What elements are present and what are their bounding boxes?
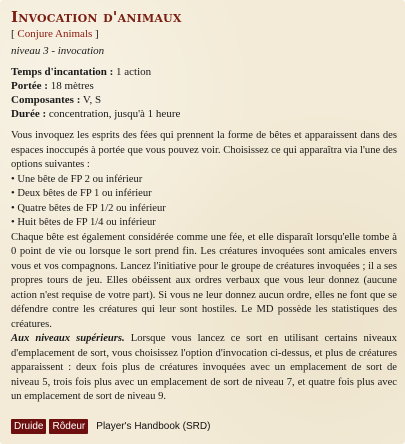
description-intro: Vous invoquez les esprits des fées qui prennent la forme de bêtes et apparaissent dans des espaces inoccupés à portée que vous pouvez voir. Choisissez ce qui apparaîtra via l'une des options suivantes : <box>11 130 397 170</box>
list-item: • Quatre bêtes de FP 1/2 ou inférieur <box>11 202 397 217</box>
stat-value: 1 action <box>113 66 152 78</box>
stat-label: Composantes : <box>11 94 81 106</box>
spell-description <box>11 129 397 405</box>
stat-value: concentration, jusqu'à 1 heure <box>46 108 181 120</box>
original-name-close-bracket: ] <box>92 28 99 40</box>
summon-options-list <box>11 173 397 231</box>
spell-level-school: niveau 3 - invocation <box>11 45 105 57</box>
stat-label: Portée : <box>11 80 48 92</box>
stat-range <box>11 79 397 93</box>
higher-levels-text: Lorsque vous lancez ce sort en utilisant certains niveaux d'emplacement de sort, vous choisissez l'option d'invocation ci-dessus, et plus de créatures apparaissent : deux fois plus de créatures invoquées avec un emplacement de sort de niveau 5, trois fois plus avec un emplacement de sort de niveau 7, et quatre fois plus avec un emplacement de sort de niveau 9. <box>11 333 397 402</box>
stat-label: Temps d'incantation : <box>11 66 114 78</box>
source-book: Player's Handbook (SRD) <box>96 421 211 432</box>
stat-label: Durée : <box>11 108 47 120</box>
higher-levels-paragraph <box>11 332 397 405</box>
class-tags <box>11 419 210 434</box>
stat-components <box>11 93 397 107</box>
stat-value: 18 mètres <box>47 80 94 92</box>
higher-levels-label: Aux niveaux supérieurs. <box>11 333 125 344</box>
list-item: • Huit bêtes de FP 1/4 ou inférieur <box>11 216 397 231</box>
list-item: • Une bête de FP 2 ou inférieur <box>11 173 397 188</box>
list-item: • Deux bêtes de FP 1 ou inférieur <box>11 187 397 202</box>
class-tag-ranger[interactable]: Rôdeur <box>49 419 88 434</box>
original-name-link[interactable]: Conjure Animals <box>17 28 93 40</box>
stat-casting-time <box>11 65 397 79</box>
original-name-line <box>11 27 397 41</box>
original-name-open-bracket: [ <box>11 28 18 40</box>
class-tag-druid[interactable]: Druide <box>11 419 46 434</box>
stat-duration <box>11 107 397 121</box>
spell-title: Invocation d'animaux <box>11 8 182 26</box>
stat-value: V, S <box>80 94 102 106</box>
spell-stats <box>11 65 397 121</box>
description-body: Chaque bête est également considérée comme une fée, et elle disparaît lorsqu'elle tombe à 0 point de vie ou lorsque le sort prend fin. Les créatures invoquées sont amicales envers vous et vos compagnons. Lancez l'initiative pour le groupe de créatures invoquées ; il a ses propres tours de jeu. Elles obéissent aux ordres verbaux que vous leur donnez (aucune action n'est requise de votre part). Si vous ne leur donnez aucun ordre, elles ne font que se défendre contre les créatures qui leur sont hostiles. Le MD possède les statistiques des créatures. <box>11 231 397 330</box>
